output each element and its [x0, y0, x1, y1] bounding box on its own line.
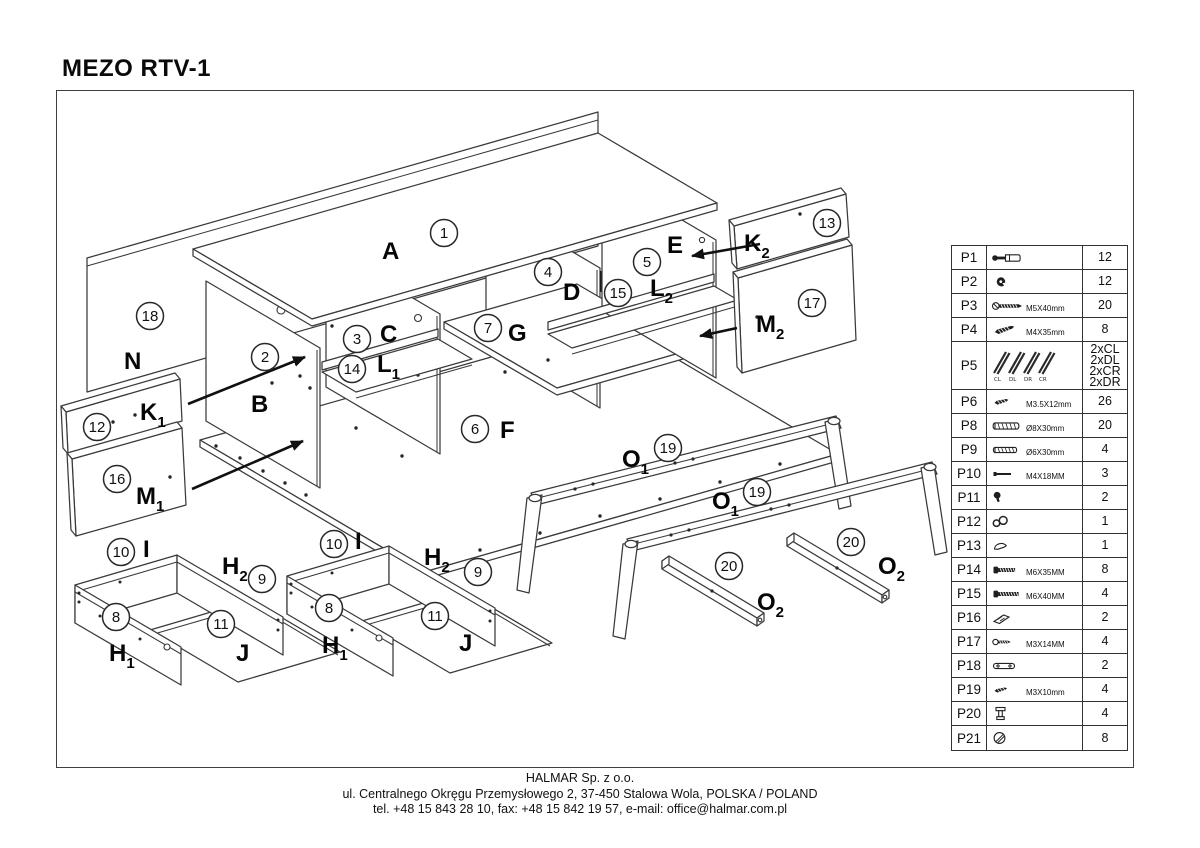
part-letter-label: $M_1$ [136, 483, 165, 515]
step-number-badge [605, 280, 632, 307]
part-qty: 4 [1101, 682, 1109, 696]
part-id: P8 [952, 414, 987, 437]
part-qty: 20 [1098, 418, 1112, 432]
step-number-badge [316, 595, 343, 622]
part-letter-label: $L_2$ [650, 275, 674, 307]
step-number-badge [655, 435, 682, 462]
part-letter-label: D [563, 279, 581, 306]
part-spec: M5X40mm [1026, 304, 1065, 313]
svg-text:CL: CL [994, 376, 1001, 383]
part-qty: 4 [1101, 442, 1109, 456]
part-qty: 8 [1101, 730, 1109, 745]
part-qty: 4 [1101, 634, 1109, 648]
step-number-badge [465, 559, 492, 586]
part-qty: 1 [1101, 514, 1109, 528]
table-row [952, 414, 1127, 438]
step-number-badge [814, 210, 841, 237]
footer-company: HALMAR Sp. z o.o. [525, 771, 635, 785]
bolt-medium-icon [990, 560, 1024, 580]
svg-text:4: 4 [543, 264, 553, 281]
part-letter-label: A [382, 238, 400, 265]
dowel-large-icon [990, 416, 1024, 436]
step-number-badge [716, 553, 743, 580]
svg-text:CR: CR [1039, 376, 1047, 383]
part-id: P14 [952, 558, 987, 581]
step-number-badge [475, 315, 502, 342]
svg-text:10: 10 [325, 536, 343, 553]
crossbar-o2 [662, 556, 764, 626]
part-id: P4 [952, 318, 987, 341]
part-id: P17 [952, 630, 987, 653]
part-letter-label: $O_1$ [712, 488, 740, 520]
table-row [952, 342, 1127, 390]
svg-text:18: 18 [141, 308, 159, 325]
table-row [952, 678, 1127, 702]
footer-contact: tel. +48 15 843 28 10, fax: +48 15 842 19 57, e-mail: office@halmar.com.pl [372, 802, 788, 816]
step-number-badge [344, 326, 371, 353]
part-id: P16 [952, 606, 987, 629]
step-number-badge [634, 249, 661, 276]
part-letter-label: $H_1$ [322, 632, 348, 664]
svg-text:15: 15 [609, 285, 627, 302]
screw-small-icon [990, 392, 1024, 412]
svg-text:19: 19 [748, 484, 766, 501]
part-qty: 4 [1101, 706, 1109, 720]
table-row [952, 654, 1127, 678]
step-number-badge [108, 539, 135, 566]
svg-text:20: 20 [720, 558, 738, 575]
part-id: P21 [952, 726, 987, 750]
part-letter-label: $O_1$ [622, 446, 650, 478]
bolt-long-icon [990, 584, 1024, 604]
part-letter-label: $L_1$ [377, 351, 401, 383]
part-spec: Ø6X30mm [1026, 448, 1065, 457]
svg-text:8: 8 [324, 600, 334, 617]
step-number-badge [104, 466, 131, 493]
part-id: P20 [952, 702, 987, 725]
table-row [952, 726, 1127, 750]
svg-text:17: 17 [803, 295, 821, 312]
table-row [952, 558, 1127, 582]
svg-text:9: 9 [257, 571, 267, 588]
step-number-badge [422, 603, 449, 630]
connector-plate-icon [990, 656, 1082, 676]
svg-text:5: 5 [642, 254, 652, 271]
clip-bracket-icon [990, 608, 1082, 628]
part-spec: Ø8X30mm [1026, 424, 1065, 433]
part-letter-label: J [236, 640, 250, 667]
part-qty: 4 [1101, 586, 1109, 600]
svg-text:DL: DL [1009, 376, 1017, 383]
svg-text:20: 20 [842, 534, 860, 551]
connector-bolt-icon [990, 248, 1082, 268]
part-id: P13 [952, 534, 987, 557]
step-number-badge [535, 259, 562, 286]
pin-icon [990, 464, 1024, 484]
step-number-badge [84, 414, 111, 441]
part-qty: 3 [1101, 466, 1109, 480]
part-letter-label: G [508, 320, 527, 347]
step-number-badge [799, 290, 826, 317]
part-id: P6 [952, 390, 987, 413]
part-letter-label: C [380, 321, 398, 348]
part-qty: 2 [1101, 658, 1109, 672]
part-id: P9 [952, 438, 987, 461]
part-letter-label: $H_1$ [109, 640, 135, 672]
part-qty: 2xCL 2xDL 2xCR 2xDR [1089, 341, 1121, 389]
svg-text:6: 6 [470, 421, 480, 438]
part-letter-label: $H_2$ [222, 553, 248, 585]
svg-text:7: 7 [483, 320, 493, 337]
table-row [952, 630, 1127, 654]
table-row [952, 534, 1127, 558]
step-number-badge [137, 303, 164, 330]
part-id: P15 [952, 582, 987, 605]
part-qty: 8 [1101, 322, 1109, 336]
half-cap-icon [990, 536, 1082, 556]
part-letter-label: $K_1$ [140, 399, 166, 431]
step-number-badge [744, 479, 771, 506]
part-id: P10 [952, 462, 987, 485]
svg-text:16: 16 [108, 471, 126, 488]
svg-text:11: 11 [427, 608, 443, 625]
svg-text:14: 14 [343, 361, 361, 378]
svg-text:2: 2 [260, 349, 270, 366]
part-qty: 20 [1098, 298, 1112, 312]
part-spec: M4X18MM [1026, 472, 1065, 481]
footer-address: ul. Centralnego Okręgu Przemysłowego 2, 37-450 Stalowa Wola, POLSKA / POLAND [342, 786, 818, 801]
part-spec: M4X35mm [1026, 328, 1065, 337]
part-letter-label: $K_2$ [744, 230, 770, 262]
hook-icon [990, 488, 1082, 508]
part-spec: M3X14MM [1026, 640, 1065, 649]
svg-text:DR: DR [1024, 376, 1033, 383]
part-spec: M3X10mm [1026, 688, 1065, 697]
part-letter-label: N [124, 348, 142, 375]
part-qty: 8 [1101, 562, 1109, 576]
part-letter-label: I [355, 528, 362, 555]
svg-text:8: 8 [111, 609, 121, 626]
screw-large-icon [990, 296, 1024, 316]
table-row [952, 390, 1127, 414]
screw-tiny-icon [990, 680, 1024, 700]
cover-cap-icon [990, 728, 1082, 748]
step-number-badge [252, 344, 279, 371]
dowel-small-icon [990, 440, 1024, 460]
part-qty: 26 [1098, 394, 1112, 408]
part-spec: M6X35MM [1026, 568, 1065, 577]
footer [0, 771, 1160, 818]
svg-text:12: 12 [88, 419, 106, 436]
part-spec: M3.5X12mm [1026, 400, 1072, 409]
step-number-badge [431, 220, 458, 247]
parts-table [951, 245, 1128, 751]
part-id: P19 [952, 678, 987, 701]
table-row [952, 582, 1127, 606]
part-id: P5 [952, 342, 987, 389]
screw-angled-icon [990, 320, 1024, 340]
double-ring-icon [990, 512, 1082, 532]
page-title: MEZO RTV-1 [62, 55, 212, 82]
part-qty: 12 [1098, 250, 1112, 264]
part-id: P2 [952, 270, 987, 293]
step-number-badge [208, 611, 235, 638]
step-number-badge [321, 531, 348, 558]
part-letter-label: I [143, 536, 150, 563]
table-row [952, 462, 1127, 486]
part-letter-label: E [667, 232, 684, 259]
svg-text:10: 10 [112, 544, 130, 561]
part-letter-label: B [251, 391, 269, 418]
table-row [952, 318, 1127, 342]
part-qty: 2 [1101, 490, 1109, 504]
step-number-badge [462, 416, 489, 443]
part-qty: 12 [1098, 274, 1112, 288]
step-number-badge [103, 604, 130, 631]
part-qty: 1 [1101, 538, 1109, 552]
glide-bolt-icon [990, 704, 1082, 724]
table-row [952, 510, 1127, 534]
svg-text:11: 11 [213, 616, 229, 633]
step-number-badge [249, 566, 276, 593]
part-letter-label: J [459, 630, 473, 657]
table-row [952, 270, 1127, 294]
part-id: P12 [952, 510, 987, 533]
table-row [952, 438, 1127, 462]
table-row [952, 294, 1127, 318]
step-number-badge [339, 356, 366, 383]
part-letter-label: $H_2$ [424, 544, 450, 576]
drawer-runners-icon [990, 345, 1082, 387]
step-number-badge [838, 529, 865, 556]
part-id: P3 [952, 294, 987, 317]
part-letter-label: $O_2$ [878, 553, 906, 585]
cam-lock-icon [990, 272, 1082, 292]
svg-text:19: 19 [659, 440, 677, 457]
table-row [952, 606, 1127, 630]
part-id: P18 [952, 654, 987, 677]
table-row [952, 486, 1127, 510]
svg-text:3: 3 [352, 331, 362, 348]
svg-text:13: 13 [818, 215, 836, 232]
part-id: P1 [952, 246, 987, 269]
part-letter-label: $O_2$ [757, 589, 785, 621]
svg-text:9: 9 [473, 564, 483, 581]
part-letter-label: F [500, 417, 515, 444]
table-row [952, 246, 1127, 270]
table-row [952, 702, 1127, 726]
svg-text:1: 1 [439, 225, 449, 242]
part-id: P11 [952, 486, 987, 509]
part-spec: M6X40MM [1026, 592, 1065, 601]
part-qty: 2 [1101, 610, 1109, 624]
part-letter-label: $M_2$ [756, 311, 785, 343]
screw-pan-icon [990, 632, 1024, 652]
